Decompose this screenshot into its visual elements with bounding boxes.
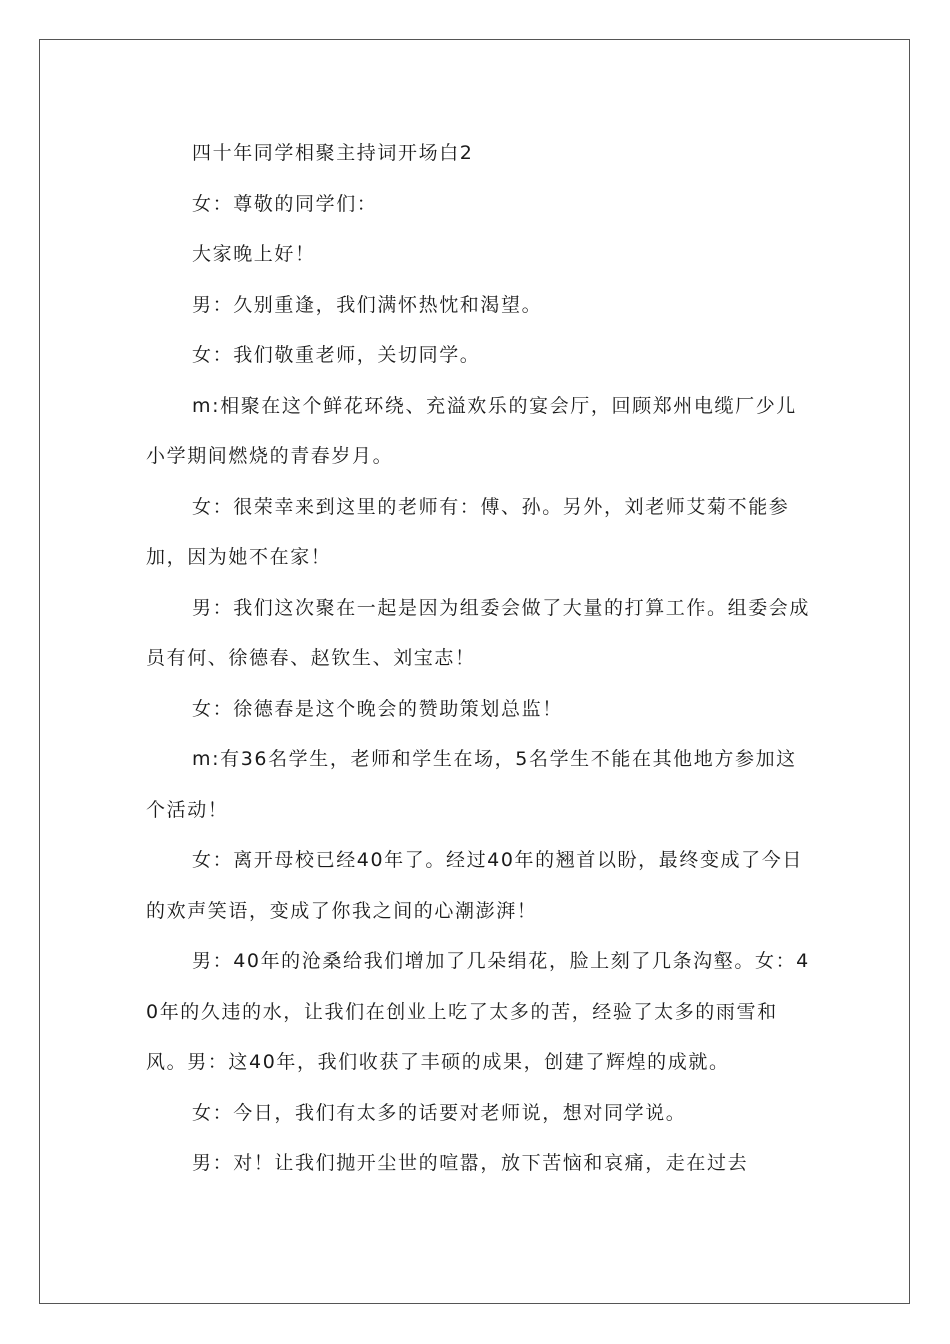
paragraph: 女：尊敬的同学们： [192, 192, 378, 215]
document-title: 四十年同学相聚主持词开场白2 [192, 142, 474, 164]
paragraph: 女：今日，我们有太多的话要对老师说，想对同学说。 [192, 1101, 687, 1124]
paragraph: 女：很荣幸来到这里的老师有：傅、孙。另外，刘老师艾菊不能参加，因为她不在家！ [146, 495, 790, 568]
paragraph: 大家晚上好！ [192, 243, 316, 265]
document-body [146, 128, 812, 1189]
paragraph: 女：徐德春是这个晚会的赞助策划总监！ [192, 697, 563, 720]
paragraph: 男：我们这次聚在一起是因为组委会做了大量的打算工作。组委会成员有何、徐德春、赵钦生、刘宝志！ [146, 596, 811, 669]
paragraph: 男：40年的沧桑给我们增加了几朵绢花，脸上刻了几条沟壑。女：40年的久违的水，让我们在创业上吃了太多的苦，经验了太多的雨雪和风。男：这40年，我们收获了丰硕的成果，创建了辉煌的成就。 [146, 950, 810, 1073]
paragraph: m:有36名学生，老师和学生在场，5名学生不能在其他地方参加这个活动！ [146, 748, 797, 821]
paragraph: m:相聚在这个鲜花环绕、充溢欢乐的宴会厅，回顾郑州电缆厂少儿小学期间燃烧的青春岁月。 [146, 394, 797, 467]
paragraph: 男：对！让我们抛开尘世的喧嚣，放下苦恼和哀痛，走在过去 [192, 1152, 749, 1174]
paragraph: 男：久别重逢，我们满怀热忱和渴望。 [192, 293, 543, 316]
paragraph: 女：离开母校已经40年了。经过40年的翘首以盼，最终变成了今日的欢声笑语，变成了你我之间的心潮澎湃！ [146, 849, 803, 922]
paragraph: 女：我们敬重老师，关切同学。 [192, 344, 481, 366]
